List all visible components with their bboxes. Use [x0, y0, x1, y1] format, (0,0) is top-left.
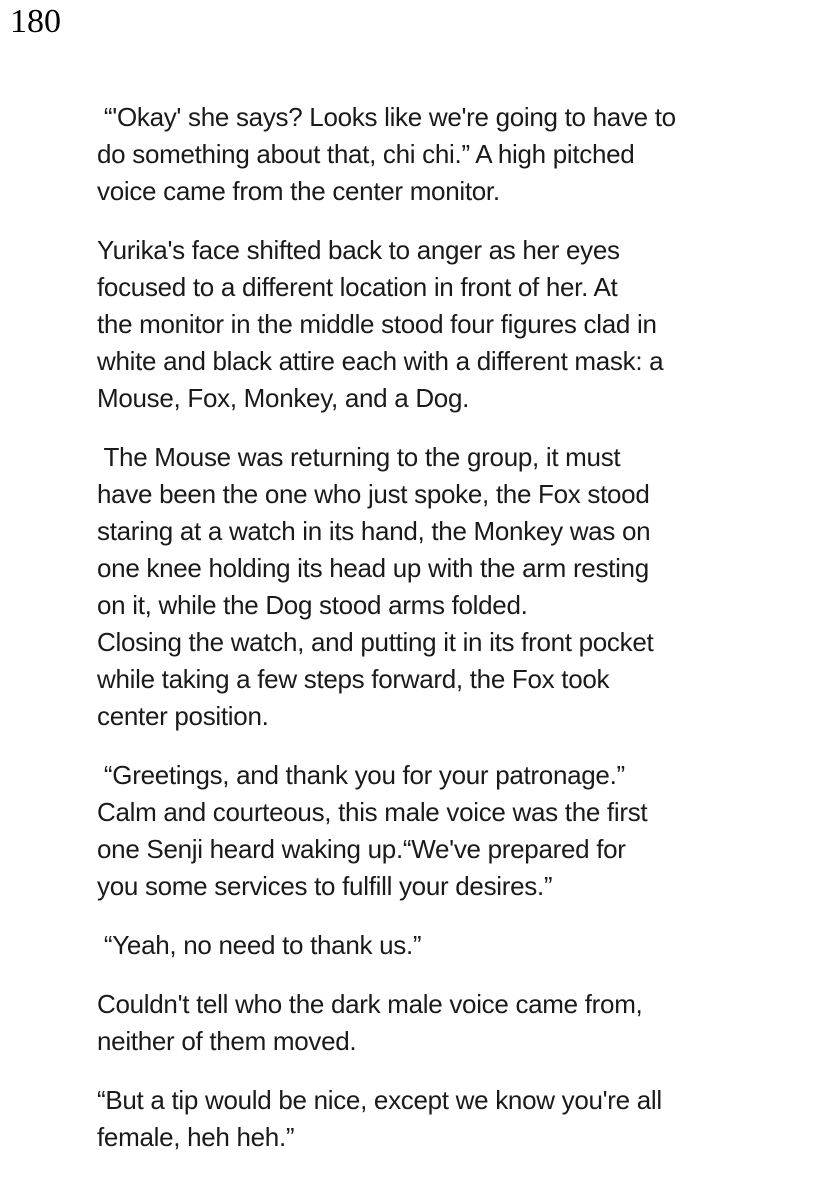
text-line: while taking a few steps forward, the Fox took — [97, 664, 610, 694]
text-line: “Yeah, no need to thank us.” — [97, 930, 422, 960]
paragraph — [97, 99, 757, 210]
text-line: you some services to fulfill your desires.” — [97, 871, 553, 901]
text-line: one Senji heard waking up.“We've prepared for — [97, 834, 626, 864]
text-line: “But a tip would be nice, except we know you're all — [97, 1085, 662, 1115]
text-line: The Mouse was returning to the group, it must — [97, 442, 621, 472]
text-line: Mouse, Fox, Monkey, and a Dog. — [97, 383, 470, 413]
text-line: one knee holding its head up with the arm resting — [97, 553, 649, 583]
text-line: the monitor in the middle stood four figures clad in — [97, 309, 657, 339]
paragraph — [97, 232, 757, 417]
page-number: 180 — [10, 3, 61, 40]
paragraph — [97, 757, 757, 905]
text-line: Couldn't tell who the dark male voice came from, — [97, 989, 643, 1019]
text-line: Calm and courteous, this male voice was the first — [97, 797, 648, 827]
paragraph — [97, 439, 757, 735]
text-line: do something about that, chi chi.” A high pitched — [97, 139, 635, 169]
paragraph — [97, 927, 757, 964]
text-line: focused to a different location in front of her. At — [97, 272, 618, 302]
text-line: staring at a watch in its hand, the Monkey was on — [97, 516, 651, 546]
text-line: “Greetings, and thank you for your patronage.” — [97, 760, 625, 790]
text-line: Closing the watch, and putting it in its front pocket — [97, 627, 654, 657]
text-line: white and black attire each with a different mask: a — [97, 346, 664, 376]
text-line: Yurika's face shifted back to anger as her eyes — [97, 235, 620, 265]
paragraph — [97, 1082, 757, 1156]
text-line: “'Okay' she says? Looks like we're going to have to — [97, 102, 676, 132]
text-block — [97, 99, 757, 1178]
text-line: on it, while the Dog stood arms folded. — [97, 590, 528, 620]
text-line: voice came from the center monitor. — [97, 176, 500, 206]
paragraph — [97, 986, 757, 1060]
text-line: center position. — [97, 701, 269, 731]
text-line: have been the one who just spoke, the Fox stood — [97, 479, 650, 509]
text-line: neither of them moved. — [97, 1026, 357, 1056]
text-line: female, heh heh.” — [97, 1122, 295, 1152]
